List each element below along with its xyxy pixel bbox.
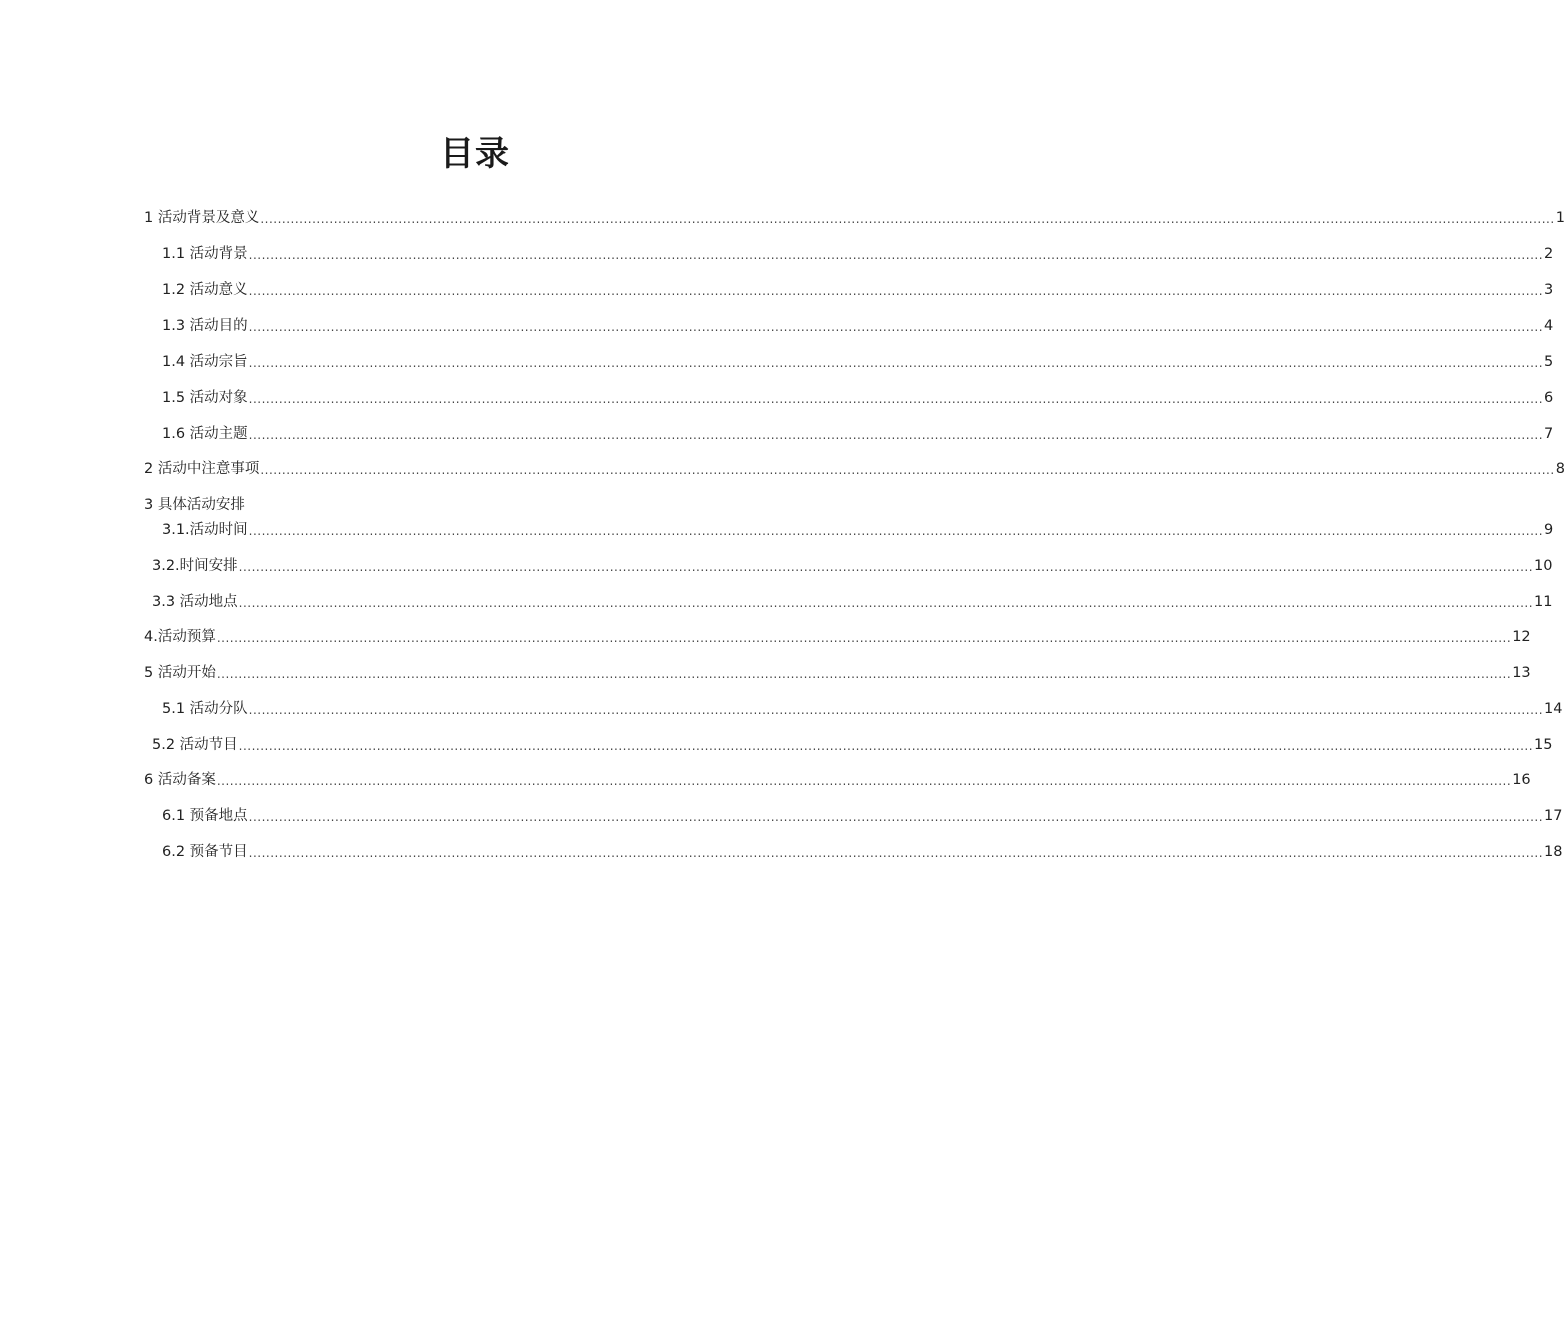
toc-entry-label: 1.4 活动宗旨: [162, 354, 248, 370]
dot-leader: ............................................................................................................................................................................................................................................................................................................: [216, 774, 1512, 788]
toc-entry[interactable]: [162, 311, 1554, 335]
toc-entry-label: 6 活动备案: [144, 772, 216, 788]
toc-entry-label: 3.1.活动时间: [162, 522, 248, 538]
dot-leader: ............................................................................................................................................................................................................................................................................................................: [248, 703, 1544, 717]
toc-entry-page: 7: [1544, 426, 1554, 442]
toc-entry-page: 4: [1544, 318, 1554, 334]
toc-entry-label: 2 活动中注意事项: [144, 461, 260, 477]
toc-entry[interactable]: [144, 490, 245, 514]
toc-entry-label: 1 活动背景及意义: [144, 210, 260, 226]
toc-entry[interactable]: [152, 551, 1553, 575]
toc-entry[interactable]: [162, 347, 1554, 371]
toc-entry-label: 6.2 预备节目: [162, 844, 248, 860]
dot-leader: ............................................................................................................................................................................................................................................................................................................: [238, 596, 1534, 610]
dot-leader: ............................................................................................................................................................................................................................................................................................................: [248, 320, 1544, 334]
toc-entry-page: 3: [1544, 282, 1554, 298]
toc-entry[interactable]: [162, 801, 1563, 825]
toc-entry-label: 4.活动预算: [144, 629, 216, 645]
toc-entry[interactable]: [162, 419, 1554, 443]
dot-leader: ............................................................................................................................................................................................................................................................................................................: [248, 428, 1544, 442]
toc-entry-page: 5: [1544, 354, 1554, 370]
toc-entry-page: 1: [1555, 210, 1565, 226]
toc-entry-page: 15: [1534, 737, 1553, 753]
toc-entry-label: 6.1 预备地点: [162, 808, 248, 824]
toc-entry[interactable]: [144, 765, 1531, 789]
dot-leader: ............................................................................................................................................................................................................................................................................................................: [248, 524, 1544, 538]
dot-leader: ............................................................................................................................................................................................................................................................................................................: [248, 356, 1544, 370]
toc-entry-page: 2: [1544, 246, 1554, 262]
toc-entry-label: 1.2 活动意义: [162, 282, 248, 298]
dot-leader: ............................................................................................................................................................................................................................................................................................................: [248, 392, 1544, 406]
toc-entry-label: 3.3 活动地点: [152, 594, 238, 610]
toc-entry-page: 6: [1544, 390, 1554, 406]
toc-entry-page: 10: [1534, 558, 1553, 574]
dot-leader: ............................................................................................................................................................................................................................................................................................................: [238, 739, 1534, 753]
dot-leader: ............................................................................................................................................................................................................................................................................................................: [216, 667, 1512, 681]
toc-title: 目录: [440, 134, 510, 174]
toc-entry[interactable]: [162, 275, 1554, 299]
toc-entry-page: 8: [1555, 461, 1565, 477]
dot-leader: ............................................................................................................................................................................................................................................................................................................: [238, 560, 1534, 574]
toc-entry-page: 16: [1512, 772, 1531, 788]
toc-entry[interactable]: [144, 454, 1565, 478]
toc-entry[interactable]: [162, 383, 1554, 407]
toc-entry[interactable]: [162, 239, 1554, 263]
dot-leader: ............................................................................................................................................................................................................................................................................................................: [248, 810, 1544, 824]
toc-entry-page: 9: [1544, 522, 1554, 538]
dot-leader: ............................................................................................................................................................................................................................................................................................................: [248, 248, 1544, 262]
toc-entry-page: 17: [1544, 808, 1563, 824]
dot-leader: ............................................................................................................................................................................................................................................................................................................: [216, 631, 1512, 645]
toc-entry-label: 5 活动开始: [144, 665, 216, 681]
toc-entry-page: 13: [1512, 665, 1531, 681]
toc-entry-label: 3 具体活动安排: [144, 497, 245, 513]
dot-leader: ............................................................................................................................................................................................................................................................................................................: [260, 463, 1555, 477]
toc-entry-label: 1.6 活动主题: [162, 426, 248, 442]
toc-entry[interactable]: [162, 694, 1563, 718]
toc-entry-page: 11: [1534, 594, 1553, 610]
toc-entry[interactable]: [162, 837, 1563, 861]
toc-entry-page: 14: [1544, 701, 1563, 717]
toc-entry-label: 1.3 活动目的: [162, 318, 248, 334]
toc-entry[interactable]: [152, 730, 1553, 754]
dot-leader: ............................................................................................................................................................................................................................................................................................................: [260, 212, 1555, 226]
toc-entry[interactable]: [144, 203, 1565, 227]
toc-entry[interactable]: [144, 622, 1531, 646]
toc-entry-page: 12: [1512, 629, 1531, 645]
toc-entry-label: 1.1 活动背景: [162, 246, 248, 262]
toc-entry-label: 5.1 活动分队: [162, 701, 248, 717]
toc-entry-label: 3.2.时间安排: [152, 558, 238, 574]
dot-leader: ............................................................................................................................................................................................................................................................................................................: [248, 846, 1544, 860]
toc-entry[interactable]: [152, 587, 1553, 611]
toc-entry-label: 1.5 活动对象: [162, 390, 248, 406]
toc-entry[interactable]: [162, 515, 1554, 539]
toc-entry[interactable]: [144, 658, 1531, 682]
toc-entry-label: 5.2 活动节目: [152, 737, 238, 753]
toc-entry-page: 18: [1544, 844, 1563, 860]
dot-leader: ............................................................................................................................................................................................................................................................................................................: [248, 284, 1544, 298]
